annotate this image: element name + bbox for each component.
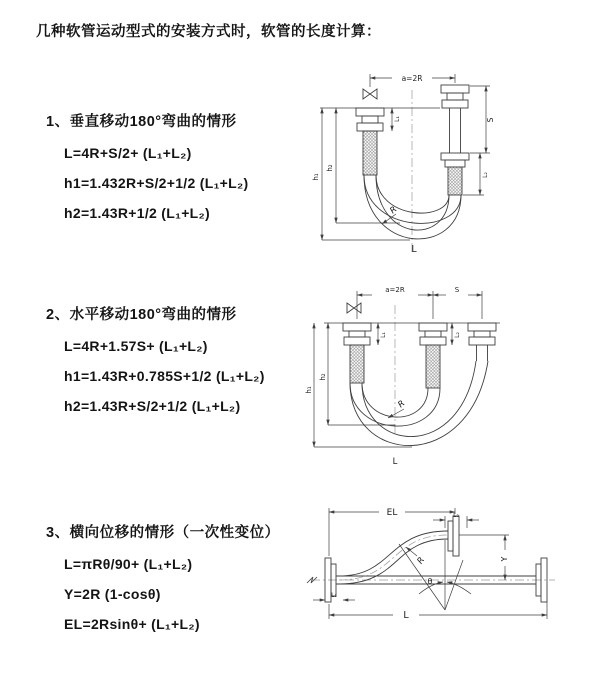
dim-label-l1: L₁	[394, 116, 401, 122]
diagram-lateral-displacement	[295, 498, 600, 653]
dim-label-l1: L₁	[331, 592, 337, 599]
dim-label-a2r: a=2R	[385, 286, 405, 294]
riser-pipe	[477, 345, 488, 361]
section-heading: 2、水平移动180°弯曲的情形	[46, 307, 237, 323]
section-lateral-displacement	[46, 521, 280, 632]
flange-fitting-right	[468, 323, 496, 345]
formula-line: EL=2Rsinθ+ (L₁+L₂)	[64, 616, 200, 632]
dim-label-l2: L₂	[453, 512, 459, 519]
dim-label-el: EL	[386, 508, 398, 518]
section-horizontal-bend	[46, 303, 265, 414]
dimension-lines	[313, 508, 547, 619]
section-vertical-bend	[46, 110, 249, 221]
valve-icon	[347, 303, 361, 313]
hose-u-curves	[364, 175, 461, 239]
dim-label-h2: h₂	[326, 164, 334, 172]
dim-label-h1: h₁	[305, 386, 313, 394]
dim-label-a2r: a=2R	[401, 74, 423, 83]
dim-label-l1: L₁	[380, 332, 387, 338]
page-title: 几种软管运动型式的安装方式时，软管的长度计算：	[36, 24, 381, 40]
dim-label-h2: h₂	[319, 373, 327, 381]
length-label: L	[403, 610, 409, 621]
hose-u-curves	[350, 361, 488, 446]
radius-label: R	[388, 204, 400, 217]
riser-pipe	[450, 108, 461, 153]
dimension-lines	[314, 291, 482, 447]
formula-line: h1=1.432R+S/2+1/2 (L₁+L₂)	[64, 175, 249, 191]
flange-fitting-left	[343, 323, 371, 345]
flange-fitting-middle	[419, 323, 447, 345]
radius-label: R	[415, 555, 428, 567]
formula-line: h2=1.43R+S/2+1/2 (L₁+L₂)	[64, 398, 241, 414]
dim-label-s: S	[454, 286, 460, 294]
length-label: L	[392, 457, 398, 467]
dim-label-h1: h₁	[312, 173, 320, 181]
dim-label-y: Y	[500, 556, 509, 562]
braided-hose-section	[448, 167, 462, 195]
flange-fitting-left	[356, 108, 384, 131]
union-fitting	[441, 153, 469, 167]
flange-top	[448, 516, 459, 556]
dim-label-l2: L₂	[454, 332, 461, 338]
formula-line: L=4R+S/2+ (L₁+L₂)	[64, 145, 192, 161]
dimension-lines	[322, 74, 490, 240]
formula-line: h1=1.43R+0.785S+1/2 (L₁+L₂)	[64, 368, 265, 384]
section-heading: 3、横向位移的情形（一次性变位）	[46, 525, 280, 541]
valve-icon	[363, 89, 377, 99]
formula-line: L=4R+1.57S+ (L₁+L₂)	[64, 338, 208, 354]
flange-fitting-right	[441, 85, 469, 108]
radius-label: R	[396, 398, 408, 411]
section-heading: 1、垂直移动180°弯曲的情形	[46, 114, 237, 130]
braided-hose-section	[350, 345, 364, 383]
diagram-horizontal-180-bend	[300, 275, 600, 470]
braided-hose-section	[363, 131, 377, 175]
diagram-vertical-180-bend	[300, 62, 590, 262]
angle-label: θ	[427, 577, 433, 586]
braided-hose-section	[426, 345, 440, 388]
formula-line: L=πRθ/90+ (L₁+L₂)	[64, 556, 193, 572]
dim-label-l2: L₂	[482, 172, 489, 178]
dim-label-s: S	[486, 117, 495, 123]
formula-line: Y=2R (1-cosθ)	[64, 586, 161, 602]
length-label: L	[411, 244, 417, 255]
formula-line: h2=1.43R+1/2 (L₁+L₂)	[64, 205, 211, 221]
